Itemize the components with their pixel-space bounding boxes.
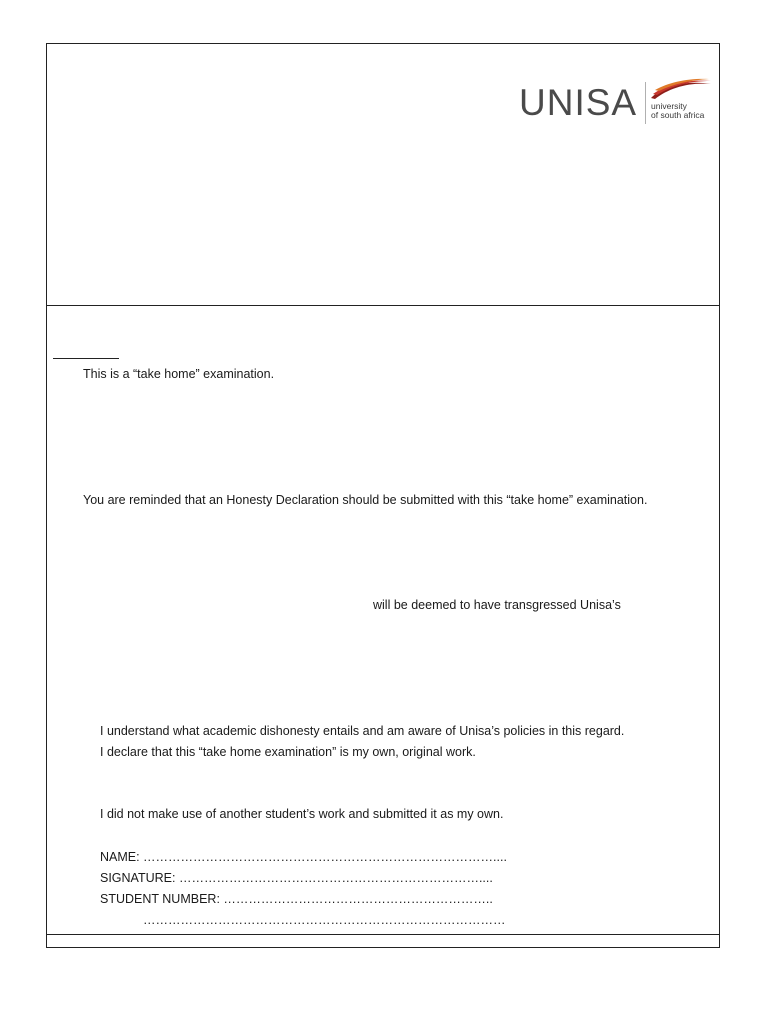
signature-field: SIGNATURE: ……………………………………………………………….... bbox=[100, 871, 493, 885]
honesty-reminder: You are reminded that an Honesty Declaration should be submitted with this “take home” examination. bbox=[83, 493, 648, 507]
logo-swoosh-icon bbox=[649, 78, 713, 100]
logo-wordmark: UNISA bbox=[519, 82, 638, 123]
student-number-field: STUDENT NUMBER: ……………………………………………………….. bbox=[100, 892, 493, 906]
logo-subtitle bbox=[651, 102, 704, 120]
header-box bbox=[47, 44, 719, 306]
declaration-line-3: I did not make use of another student’s work and submitted it as my own. bbox=[100, 807, 504, 821]
declaration-line-2: I declare that this “take home examination” is my own, original work. bbox=[100, 745, 476, 759]
name-field: NAME: ………………………………………………………………………….... bbox=[100, 850, 507, 864]
footer-divider bbox=[47, 934, 719, 935]
short-rule bbox=[53, 358, 119, 359]
unisa-logo bbox=[519, 78, 719, 128]
declaration-line-1: I understand what academic dishonesty entails and am aware of Unisa’s policies in this regard. bbox=[100, 724, 625, 738]
logo-divider bbox=[645, 82, 646, 124]
take-home-note: This is a “take home” examination. bbox=[83, 367, 275, 381]
transgressed-fragment: will be deemed to have transgressed Unisa’s bbox=[373, 598, 621, 612]
logo-sub-line2: of south africa bbox=[651, 110, 705, 120]
logo-sub-line1: university bbox=[651, 101, 687, 111]
date-dotted-line: …………………………………………………………………………… bbox=[143, 913, 506, 927]
